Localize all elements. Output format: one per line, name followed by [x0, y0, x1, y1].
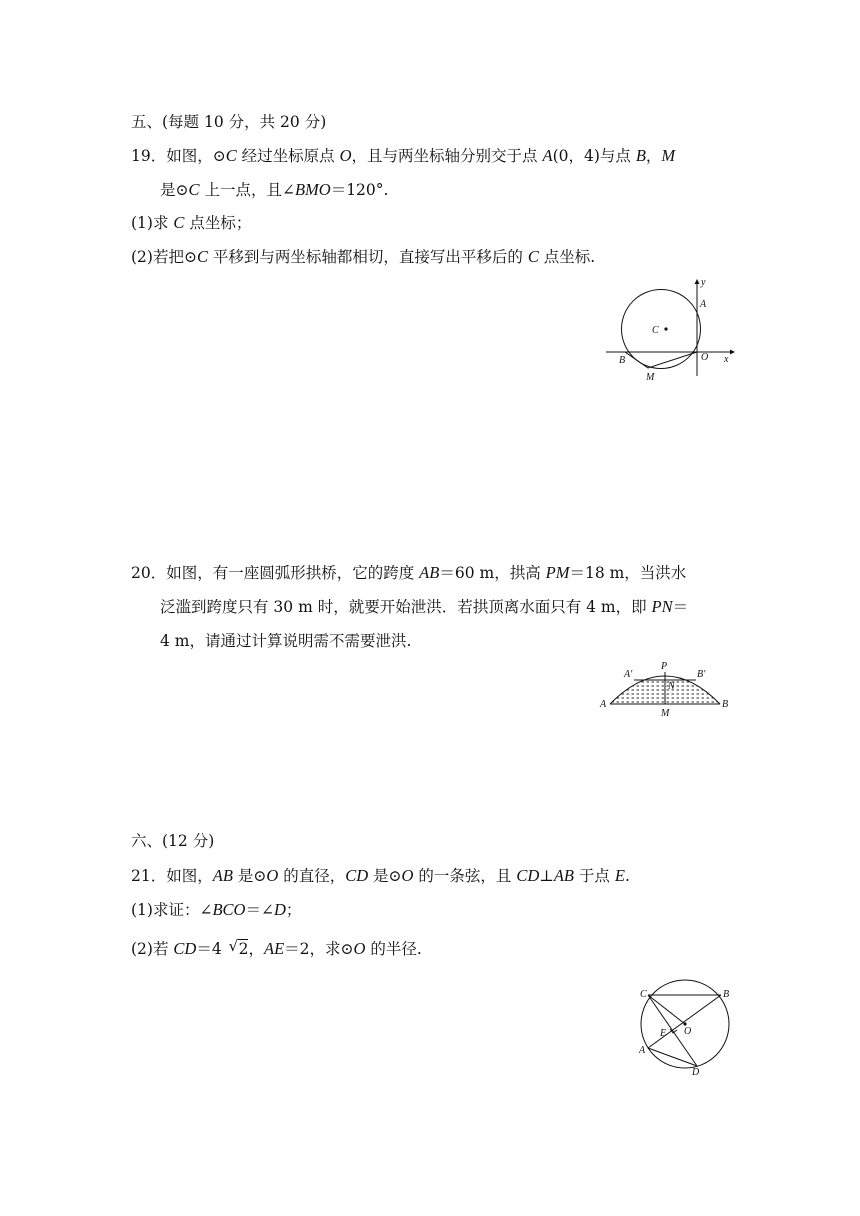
label-m: M	[661, 708, 670, 719]
figure-21-circle-chords	[632, 975, 742, 1079]
q20-line-3: 4 m，请通过计算说明需不需要泄洪.	[160, 632, 412, 650]
label-b: B	[619, 355, 626, 366]
segment-co	[648, 995, 685, 1024]
q19-part-2: (2)若把⊙C 平移到与两坐标轴都相切，直接写出平移后的 C 点坐标.	[131, 247, 596, 266]
label-o: O	[701, 352, 709, 363]
label-a: A	[600, 699, 607, 710]
q21-line-1: 21．如图，AB 是⊙O 的直径，CD 是⊙O 的一条弦，且 CD⊥AB 于点 E.	[131, 866, 630, 885]
label-y: y	[701, 277, 706, 288]
label-b: B	[722, 699, 729, 710]
label-e: E	[660, 1028, 667, 1039]
label-b: B	[723, 989, 730, 1000]
label-p: P	[661, 661, 668, 672]
circle-c	[622, 290, 701, 369]
label-c: C	[652, 325, 659, 336]
q21-part-1: (1)求证：∠BCO＝∠D；	[131, 900, 302, 919]
q19-line-2: 是⊙C 上一点，且∠BMO＝120°.	[160, 180, 389, 199]
figure-20-arch-bridge	[596, 660, 736, 720]
center-dot	[664, 327, 667, 330]
q19-part-1: (1)求 C 点坐标；	[131, 213, 252, 232]
q19-line-1: 19．如图，⊙C 经过坐标原点 O，且与两坐标轴分别交于点 A(0，4)与点 B，M	[131, 146, 676, 165]
figure-19-circle-axes	[600, 272, 740, 384]
q20-line-2: 泛滥到跨度只有 30 m 时，就要开始泄洪．若拱顶离水面只有 4 m，即 PN＝	[160, 597, 689, 616]
label-c: C	[640, 989, 647, 1000]
q21-part-2: (2)若 CD＝4 √ 2，AE＝2，求⊙O 的半径.	[131, 937, 422, 958]
y-axis-arrow	[695, 279, 700, 284]
label-m: M	[646, 372, 655, 383]
label-n: N	[668, 681, 675, 692]
label-x: x	[724, 354, 729, 365]
label-b-prime: B′	[697, 669, 706, 680]
section-6-heading: 六、(12 分)	[131, 832, 215, 850]
section-5-heading: 五、(每题 10 分，共 20 分)	[131, 113, 327, 131]
x-axis-arrow	[730, 350, 735, 355]
label-o: O	[684, 1026, 692, 1037]
label-a-prime: A′	[624, 669, 633, 680]
q20-line-1: 20．如图，有一座圆弧形拱桥，它的跨度 AB＝60 m，拱高 PM＝18 m，当洪水	[131, 563, 687, 582]
sqrt-2: √ 2	[228, 937, 249, 958]
label-a: A	[700, 299, 707, 310]
label-d: D	[692, 1067, 700, 1078]
label-a: A	[639, 1045, 646, 1056]
